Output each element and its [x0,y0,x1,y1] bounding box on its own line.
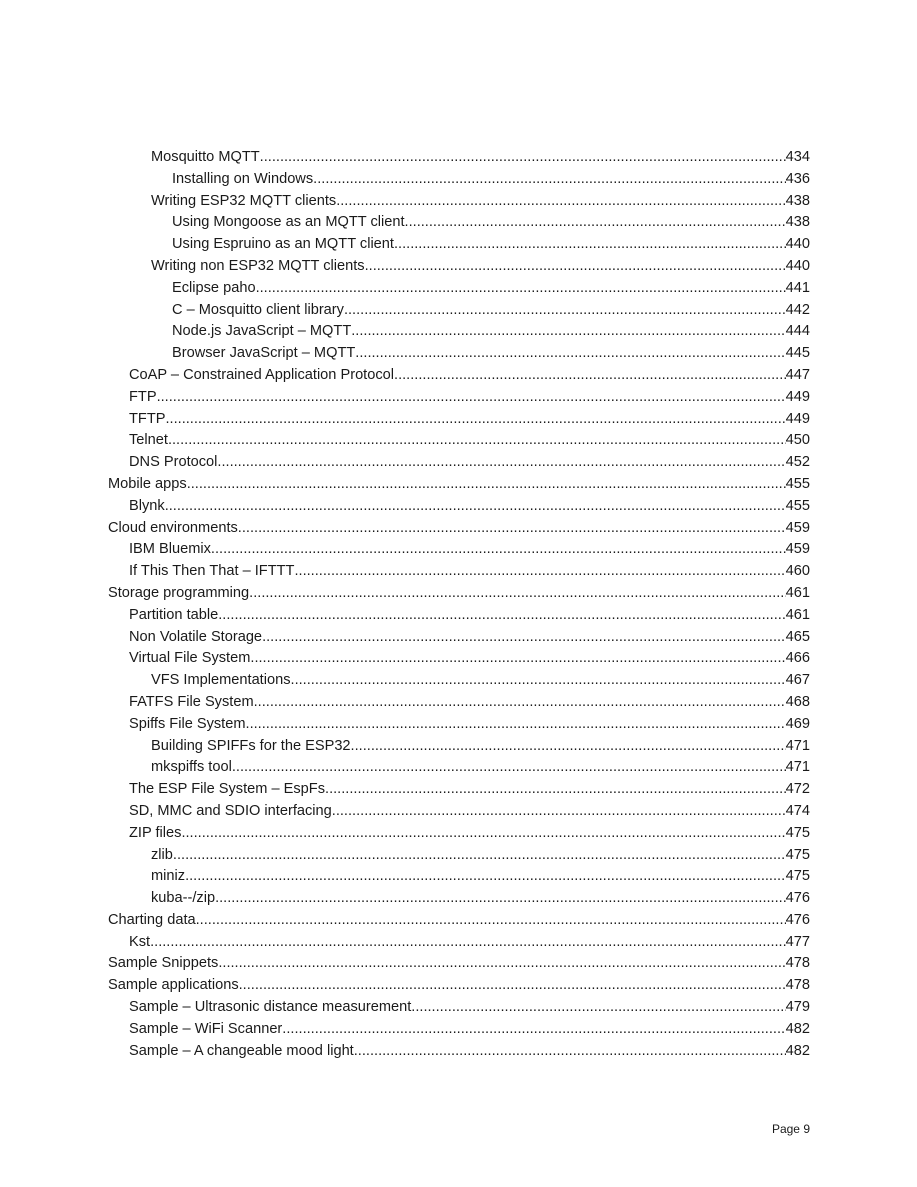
toc-entry[interactable] [108,452,810,474]
toc-entry-title: Using Mongoose as an MQTT client [172,214,405,231]
toc-entry-title: Cloud environments [108,519,238,536]
dot-leader [351,321,785,343]
toc-entry-title: Sample Snippets [108,955,219,972]
toc-entry-title: Telnet [129,432,168,449]
toc-entry-title: Installing on Windows [172,170,314,187]
toc-entry[interactable] [108,627,810,649]
toc-entry-page: 482 [785,1020,810,1037]
toc-entry-title: CoAP – Constrained Application Protocol [129,366,395,383]
toc-entry-page: 461 [785,606,810,623]
dot-leader [262,627,786,649]
toc-entry[interactable] [108,409,810,431]
toc-entry[interactable] [108,823,810,845]
dot-leader [355,343,785,365]
dot-leader [238,518,786,540]
toc-entry-title: The ESP File System – EspFs [129,781,326,798]
dot-leader [325,779,786,801]
dot-leader [239,975,786,997]
toc-entry-title: VFS Implementations [151,672,291,689]
toc-entry-title: Node.js JavaScript – MQTT [172,323,352,340]
dot-leader [332,801,786,823]
toc-entry[interactable] [108,714,810,736]
toc-entry-page: 452 [785,454,810,471]
dot-leader [344,300,786,322]
toc-entry-title: Writing non ESP32 MQTT clients [151,257,365,274]
toc-entry-page: 438 [785,214,810,231]
toc-entry[interactable] [108,234,810,256]
toc-entry-title: Writing ESP32 MQTT clients [151,192,337,209]
toc-entry[interactable] [108,212,810,234]
dot-leader [354,1041,786,1063]
dot-leader [165,409,785,431]
toc-entry-title: Kst [129,933,151,950]
toc-entry-title: Virtual File System [129,650,251,667]
toc-entry-page: 469 [785,715,810,732]
dot-leader [394,234,786,256]
toc-entry[interactable] [108,539,810,561]
toc-entry-page: 472 [785,781,810,798]
toc-entry[interactable] [108,321,810,343]
toc-entry-title: SD, MMC and SDIO interfacing [129,802,332,819]
toc-entry-title: Storage programming [108,584,250,601]
dot-leader [282,1019,785,1041]
dot-leader [246,714,786,736]
toc-entry[interactable] [108,583,810,605]
toc-entry[interactable] [108,169,810,191]
toc-entry-page: 455 [785,475,810,492]
toc-entry-title: Spiffs File System [129,715,246,732]
toc-entry-title: Sample – A changeable mood light [129,1042,354,1059]
dot-leader [173,845,786,867]
dot-leader [405,212,786,234]
toc-entry-page: 475 [785,868,810,885]
toc-entry-page: 466 [785,650,810,667]
toc-entry-page: 434 [785,149,810,165]
dot-leader [218,953,785,975]
toc-entry-page: 460 [785,563,810,580]
toc-entry[interactable] [108,343,810,365]
toc-entry[interactable] [108,866,810,888]
toc-entry-page: 450 [785,432,810,449]
toc-entry[interactable] [108,561,810,583]
toc-entry-title: Browser JavaScript – MQTT [172,345,356,362]
toc-entry[interactable] [108,1019,810,1041]
toc-entry[interactable] [108,365,810,387]
dot-leader [168,430,786,452]
toc-entry-title: Partition table [129,606,219,623]
dot-leader [336,191,785,213]
toc-entry-page: 459 [785,519,810,536]
toc-entry[interactable] [108,1041,810,1063]
toc-entry-page: 475 [785,846,810,863]
toc-entry[interactable] [108,757,810,779]
toc-entry[interactable] [108,191,810,213]
dot-leader [294,561,785,583]
toc-entry-title: Using Espruino as an MQTT client [172,236,394,253]
toc-entry-page: 471 [785,737,810,754]
toc-entry[interactable] [108,256,810,278]
toc-entry-page: 467 [785,672,810,689]
dot-leader [249,583,785,605]
toc-entry-page: 440 [785,257,810,274]
dot-leader [313,169,785,191]
toc-entry-title: Sample – Ultrasonic distance measurement [129,999,412,1016]
toc-entry[interactable] [108,801,810,823]
toc-entry-title: Building SPIFFs for the ESP32 [151,737,351,754]
dot-leader [394,365,786,387]
dot-leader [250,648,785,670]
dot-leader [365,256,786,278]
toc-entry[interactable] [108,278,810,300]
toc-entry-title: Sample applications [108,977,239,994]
toc-entry-page: 477 [785,933,810,950]
toc-entry-title: FTP [129,388,157,405]
dot-leader [260,147,786,169]
toc-entry[interactable] [108,387,810,409]
toc-entry[interactable] [108,932,810,954]
toc-entry-title: kuba--/zip [151,890,216,907]
toc-entry[interactable] [108,736,810,758]
dot-leader [411,997,785,1019]
toc-entry-page: 478 [785,977,810,994]
toc-entry-page: 436 [785,170,810,187]
dot-leader [181,823,785,845]
toc-entry[interactable] [108,779,810,801]
toc-entry-page: 478 [785,955,810,972]
toc-entry[interactable] [108,888,810,910]
dot-leader [211,539,786,561]
toc-entry-title: Mosquitto MQTT [151,149,260,165]
toc-entry-page: 441 [785,279,810,296]
toc-entry[interactable] [108,975,810,997]
dot-leader [187,474,786,496]
toc-entry-title: Blynk [129,497,165,514]
toc-entry-page: 476 [785,890,810,907]
toc-entry-page: 475 [785,824,810,841]
toc-entry[interactable] [108,910,810,932]
toc-entry[interactable] [108,474,810,496]
toc-entry-title: Mobile apps [108,475,187,492]
toc-entry-page: 482 [785,1042,810,1059]
toc-entry-title: ZIP files [129,824,182,841]
dot-leader [215,888,786,910]
toc-entry-title: FATFS File System [129,693,254,710]
toc-entry[interactable] [108,648,810,670]
toc-entry-title: C – Mosquitto client library [172,301,344,318]
dot-leader [254,692,786,714]
dot-leader [196,910,786,932]
toc-entry-page: 440 [785,236,810,253]
toc-entry[interactable] [108,845,810,867]
toc-entry-page: 476 [785,911,810,928]
toc-entry-page: 461 [785,584,810,601]
toc-entry-page: 444 [785,323,810,340]
toc-entry[interactable] [108,670,810,692]
toc-entry-title: If This Then That – IFTTT [129,563,295,580]
toc-entry-title: IBM Bluemix [129,541,211,558]
toc-entry[interactable] [108,605,810,627]
toc-entry-page: 468 [785,693,810,710]
dot-leader [185,866,786,888]
toc-entry-page: 447 [785,366,810,383]
toc-entry[interactable] [108,147,810,169]
toc-entry-title: Eclipse paho [172,279,256,296]
toc-entry-title: Sample – WiFi Scanner [129,1020,283,1037]
toc-entry-page: 479 [785,999,810,1016]
toc-entry-title: miniz [151,868,186,885]
toc-entry-title: zlib [151,846,173,863]
table-of-contents [108,147,810,1062]
toc-entry-title: Non Volatile Storage [129,628,263,645]
dot-leader [150,932,786,954]
toc-entry-page: 438 [785,192,810,209]
dot-leader [256,278,786,300]
toc-entry[interactable] [108,496,810,518]
toc-entry-page: 459 [785,541,810,558]
toc-entry-page: 474 [785,802,810,819]
toc-entry[interactable] [108,692,810,714]
toc-entry-title: Charting data [108,911,196,928]
page-number: Page 9 [771,1122,810,1136]
toc-entry-title: TFTP [129,410,166,427]
toc-entry-page: 449 [785,410,810,427]
toc-entry-page: 471 [785,759,810,776]
toc-entry[interactable] [108,430,810,452]
toc-entry[interactable] [108,953,810,975]
dot-leader [217,452,785,474]
toc-entry-title: mkspiffs tool [151,759,232,776]
dot-leader [165,496,786,518]
toc-entry-page: 442 [785,301,810,318]
toc-entry-title: DNS Protocol [129,454,218,471]
dot-leader [232,757,786,779]
dot-leader [291,670,786,692]
toc-entry[interactable] [108,300,810,322]
toc-entry[interactable] [108,997,810,1019]
toc-entry-page: 445 [785,345,810,362]
toc-entry[interactable] [108,518,810,540]
toc-entry-page: 465 [785,628,810,645]
dot-leader [351,736,786,758]
toc-entry-page: 449 [785,388,810,405]
dot-leader [157,387,786,409]
toc-entry-page: 455 [785,497,810,514]
dot-leader [218,605,785,627]
